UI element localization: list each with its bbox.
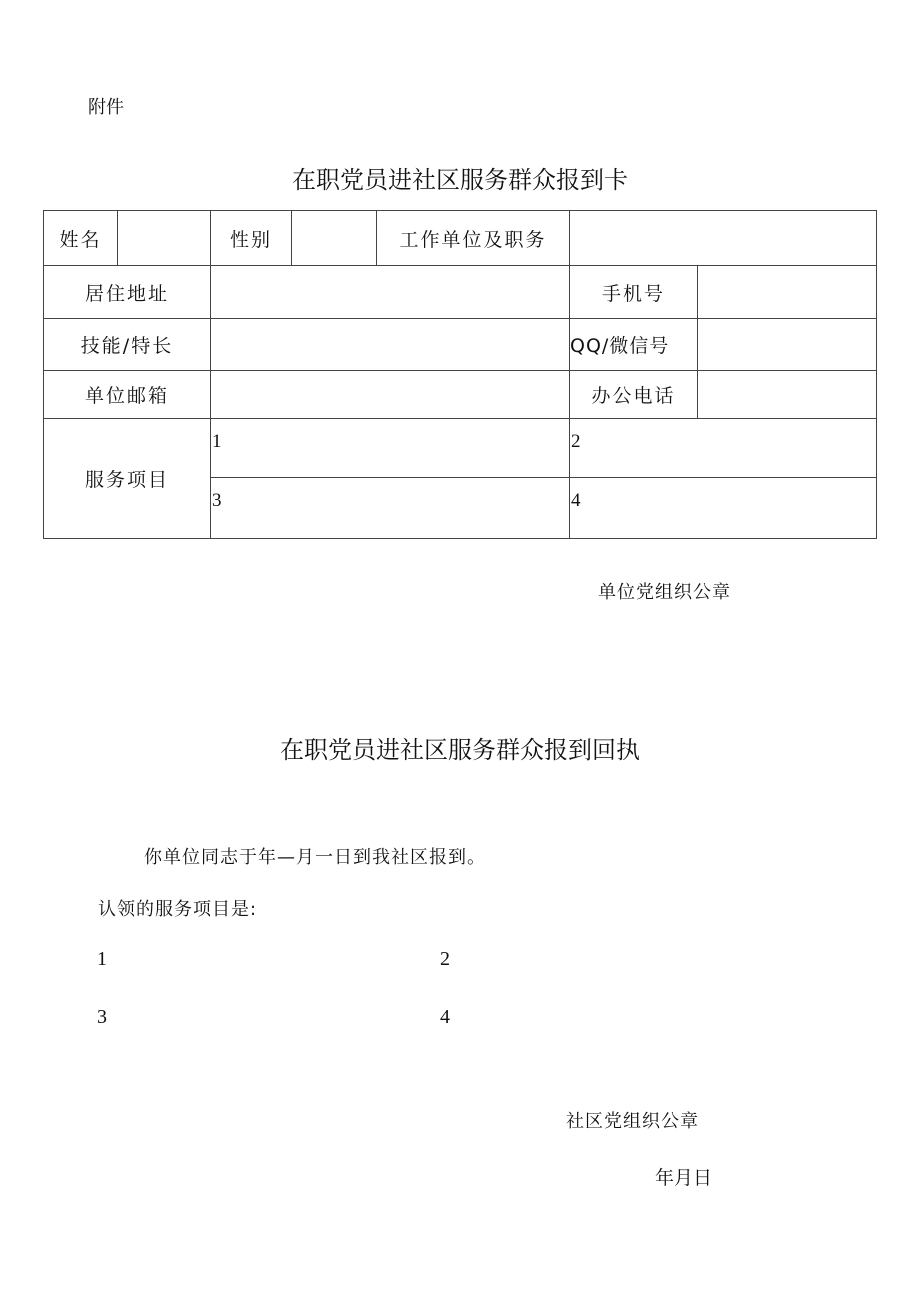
address-field[interactable] (211, 266, 570, 319)
receipt-item-1: 1 (97, 948, 107, 970)
name-field[interactable] (118, 211, 211, 266)
office-phone-field[interactable] (698, 371, 877, 419)
table-row (44, 211, 877, 266)
table-row (44, 319, 877, 371)
table-row (44, 419, 877, 478)
address-label: 居住地址 (44, 266, 211, 319)
attachment-label: 附件 (88, 97, 124, 118)
name-label: 姓名 (44, 211, 118, 266)
service-item-4[interactable]: 4 (570, 478, 877, 539)
receipt-statement: 你单位同志于年—月一日到我社区报到。 (144, 847, 486, 868)
qq-wechat-label: QQ/微信号 (570, 319, 698, 371)
mobile-label: 手机号 (570, 266, 698, 319)
service-item-3[interactable]: 3 (211, 478, 570, 539)
service-item-1[interactable]: 1 (211, 419, 570, 478)
work-unit-field[interactable] (570, 211, 877, 266)
unit-email-field[interactable] (211, 371, 570, 419)
service-item-2[interactable]: 2 (570, 419, 877, 478)
gender-field[interactable] (292, 211, 377, 266)
work-unit-label: 工作单位及职务 (377, 211, 570, 266)
receipt-item-2: 2 (440, 948, 450, 970)
mobile-field[interactable] (698, 266, 877, 319)
qq-wechat-field[interactable] (698, 319, 877, 371)
skills-label: 技能/特长 (44, 319, 211, 371)
receipt-item-4: 4 (440, 1006, 450, 1028)
receipt-item-3: 3 (97, 1006, 107, 1028)
receipt-date: 年月日 (655, 1167, 713, 1189)
gender-label: 性别 (211, 211, 292, 266)
service-items-label: 服务项目 (44, 419, 211, 539)
office-phone-label: 办公电话 (570, 371, 698, 419)
receipt-title: 在职党员进社区服务群众报到回执 (280, 736, 640, 764)
unit-email-label: 单位邮箱 (44, 371, 211, 419)
table-row (44, 266, 877, 319)
community-party-seal-label: 社区党组织公章 (566, 1111, 699, 1132)
registration-card-table (43, 210, 877, 539)
unit-party-seal-label: 单位党组织公章 (598, 582, 731, 603)
receipt-items-intro: 认领的服务项目是: (98, 899, 258, 920)
card-title: 在职党员进社区服务群众报到卡 (292, 166, 628, 194)
table-row (44, 371, 877, 419)
skills-field[interactable] (211, 319, 570, 371)
